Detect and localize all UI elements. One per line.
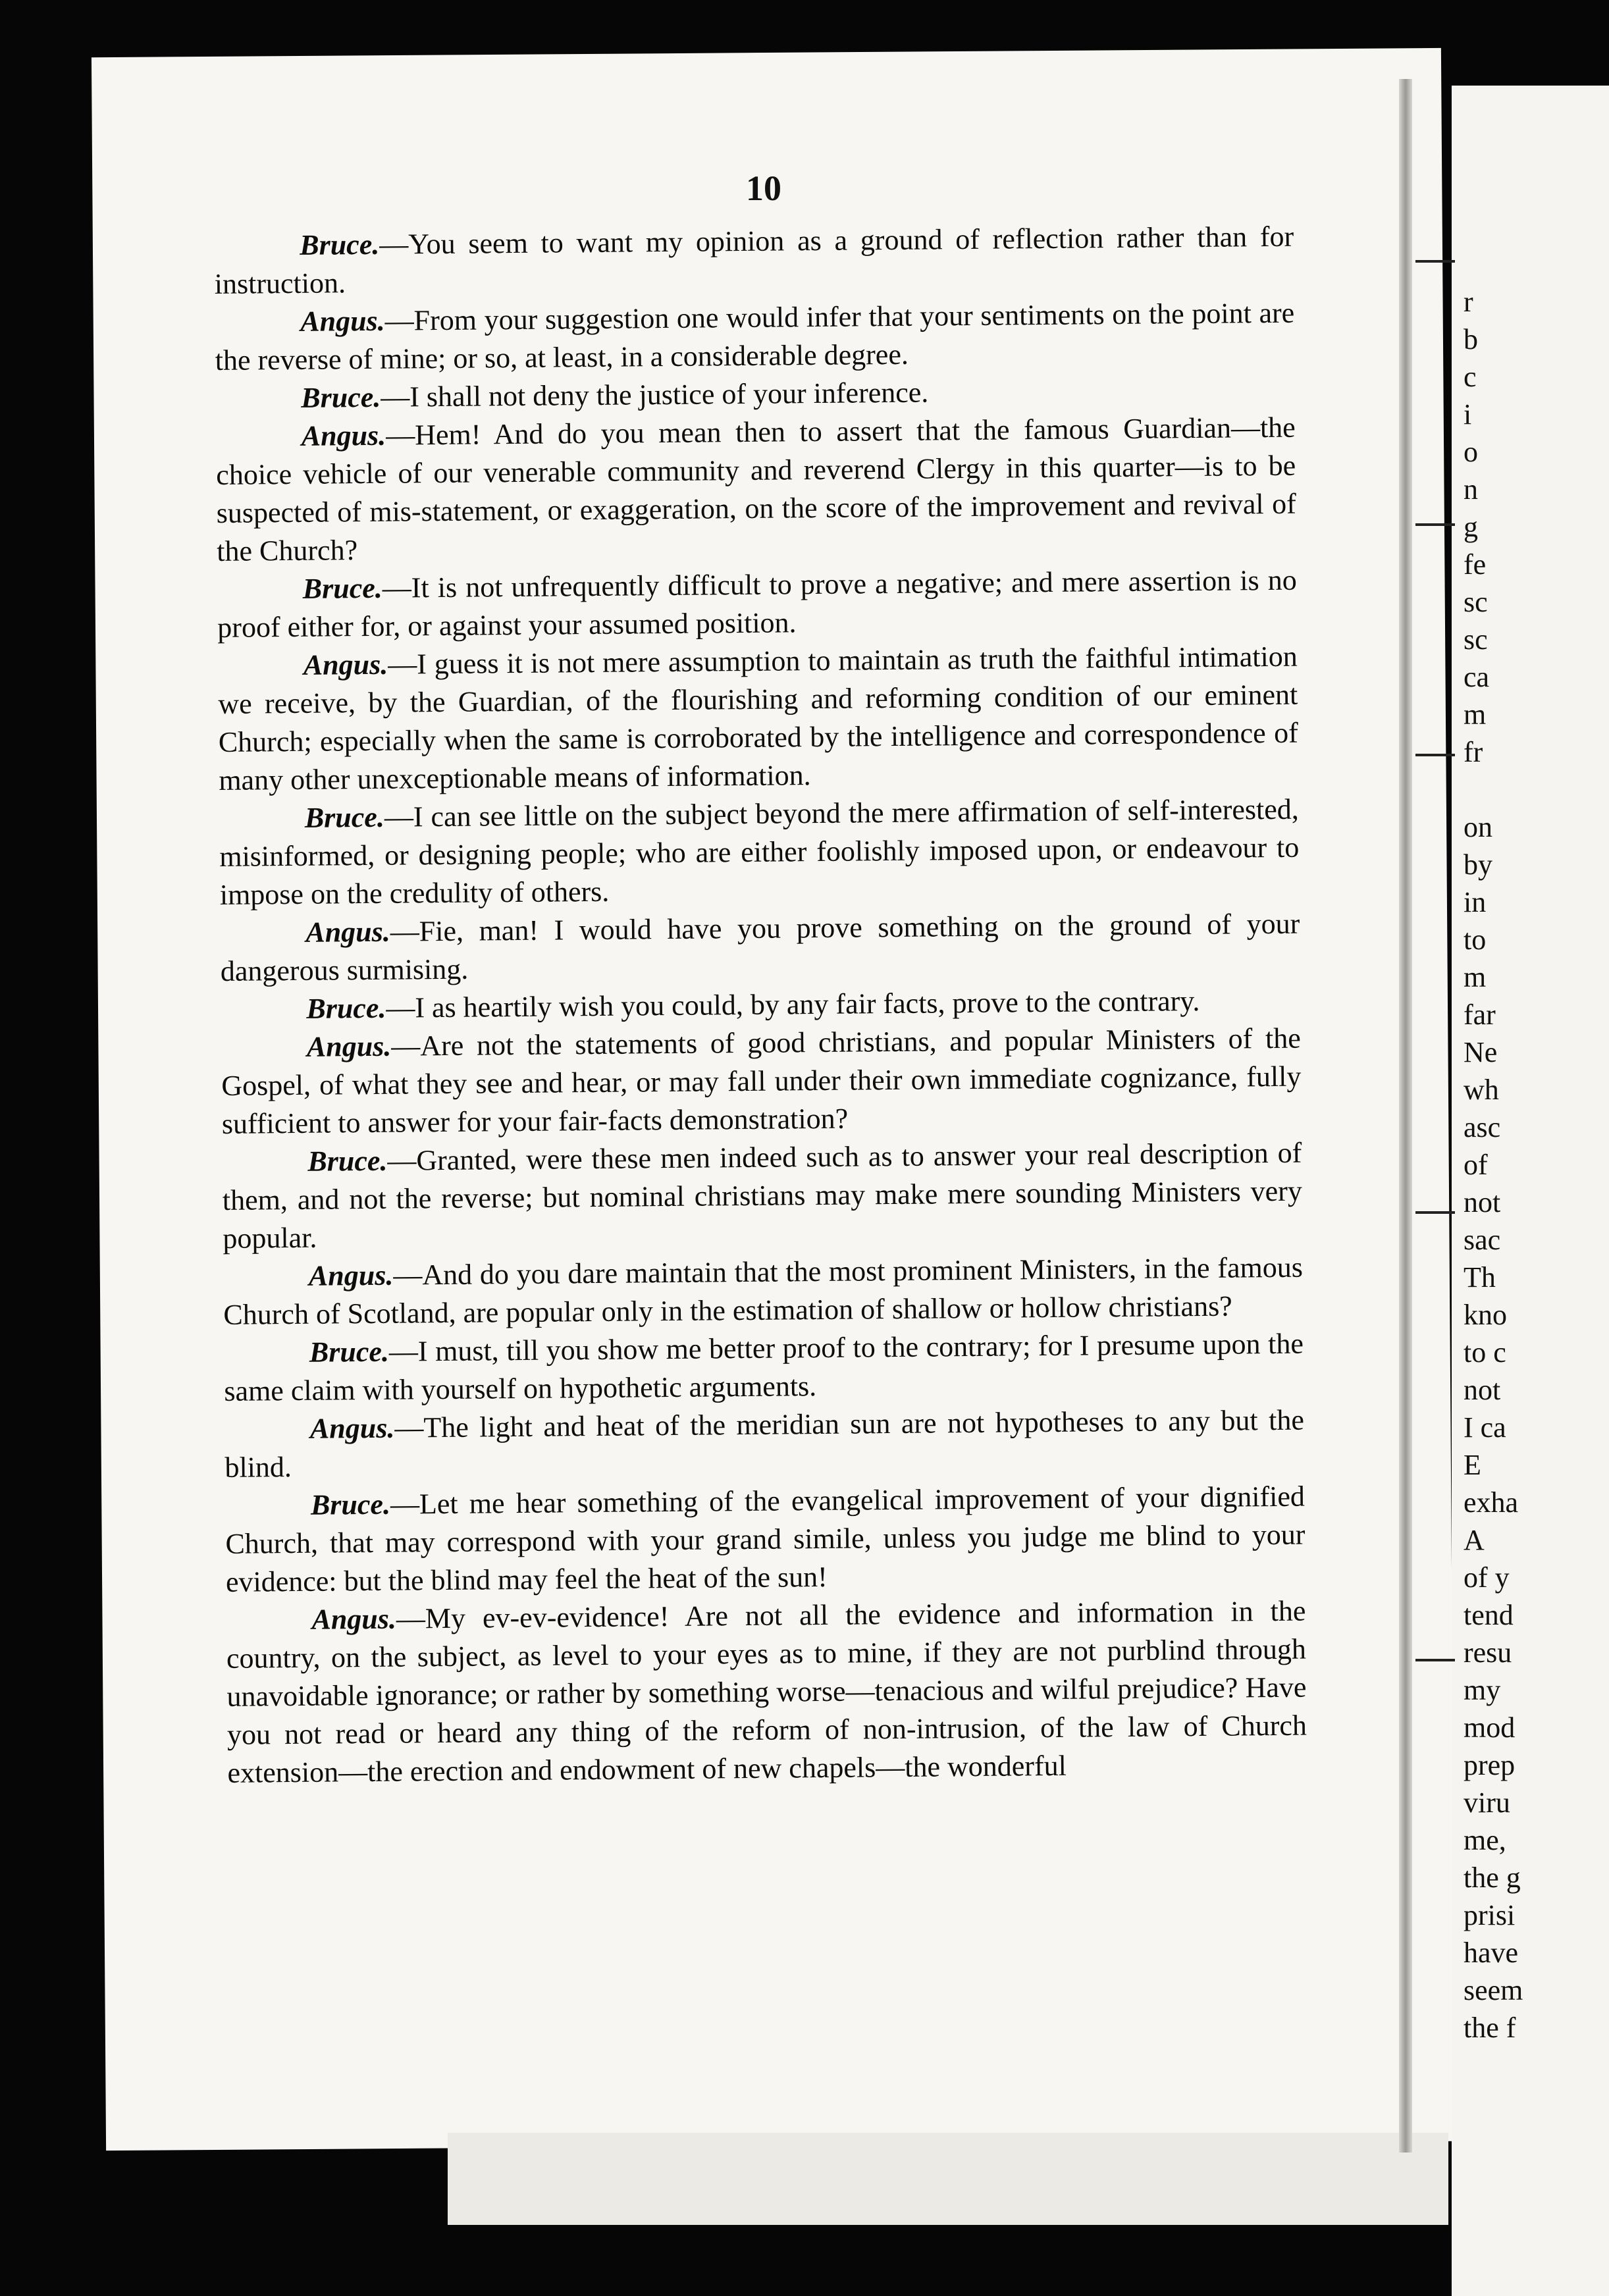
speaker-name: Angus.	[300, 304, 385, 338]
facing-page-fragment: tend	[1464, 1599, 1514, 1631]
facing-page-fragment: Ne	[1464, 1036, 1498, 1068]
speech-text: —I guess it is not mere assumption to maintain as truth the faithful intimation we receive, by the Guardian, of the flourishing and reforming condition of our eminent Church; especially when the same is corroborated by the intelligence and correspondence of many other unexceptionable means of information.	[218, 640, 1298, 796]
facing-page-fragment: viru	[1464, 1787, 1510, 1819]
speaker-name: Bruce.	[307, 1144, 388, 1178]
dialogue-paragraph	[226, 1592, 1307, 1792]
facing-page-fragment: of y	[1464, 1561, 1510, 1594]
facing-page-fragment: A	[1464, 1524, 1485, 1556]
dialogue-paragraph	[216, 409, 1297, 571]
dialogue-text	[214, 218, 1307, 1792]
speaker-name: Angus.	[301, 419, 386, 452]
gutter-mark	[1415, 260, 1455, 263]
underlying-sheet	[448, 2133, 1448, 2225]
facing-page-fragment: my	[1464, 1674, 1501, 1706]
speech-text: —Granted, were these men indeed such as to answer your real description of them, and not the reverse; but nominal christians may make mere sounding Ministers very popular.	[222, 1136, 1303, 1255]
facing-page-fragment: ca	[1464, 661, 1490, 693]
speaker-name: Bruce.	[301, 380, 381, 414]
dialogue-paragraph	[225, 1478, 1306, 1602]
facing-page-fragment: I ca	[1464, 1411, 1506, 1444]
speaker-name: Bruce.	[306, 991, 386, 1025]
gutter-mark	[1415, 523, 1455, 526]
speaker-name: Bruce.	[310, 1488, 391, 1521]
facing-page-fragment: Th	[1464, 1261, 1496, 1293]
facing-page-fragment: sac	[1464, 1224, 1501, 1256]
facing-page-fragment: on	[1464, 811, 1492, 843]
facing-page-fragment: m	[1464, 698, 1487, 731]
speaker-name: Bruce.	[300, 228, 380, 261]
speech-text: —From your suggestion one would infer that your sentiments on the point are the reverse of mine; or so, at least, in a considerable degree.	[215, 296, 1295, 377]
dialogue-paragraph	[215, 294, 1295, 380]
facing-page-fragment: far	[1464, 999, 1496, 1031]
gutter-mark	[1415, 1211, 1455, 1214]
speech-text: —Let me hear something of the evangelical improvement of your dignified Church, that may correspond with your grand simile, unless you judge me blind to your evidence: but the blind may feel the heat of the sun!	[225, 1480, 1306, 1598]
facing-page-fragment: resu	[1464, 1636, 1512, 1669]
facing-page-fragment: to c	[1464, 1336, 1506, 1369]
facing-page-fragment: not	[1464, 1186, 1501, 1218]
speaker-name: Angus.	[308, 1259, 394, 1292]
speech-text: —Fie, man! I would have you prove something on the ground of your dangerous surmising.	[220, 907, 1300, 987]
facing-page-fragment: seem	[1464, 1974, 1523, 2006]
facing-page-fragment: fr	[1464, 736, 1483, 768]
speaker-name: Angus.	[309, 1411, 395, 1445]
facing-page-fragment: o	[1464, 436, 1478, 468]
speaker-name: Angus.	[303, 648, 388, 681]
facing-page-fragment: have	[1464, 1937, 1519, 1969]
facing-page-fragment: in	[1464, 886, 1487, 918]
speaker-name: Angus.	[311, 1602, 397, 1636]
page-number: 10	[746, 169, 781, 208]
facing-page-fragment: wh	[1464, 1074, 1499, 1106]
facing-page-fragment: E	[1464, 1449, 1481, 1481]
facing-page-fragment: m	[1464, 961, 1487, 993]
facing-page-fragment: n	[1464, 473, 1478, 506]
speech-text: —My ev-ev-evidence! Are not all the evidence and information in the country, on the subject, as level to your eyes as to mine, if they are not purblind through unavoidable ignorance; or rather by something worse—tenacious and wilful prejudice? Have you not read or heard any thing of the reform of non-intrusion, of the law of Church extension—the erection and endowment of new chapels—the wonderful	[226, 1594, 1307, 1789]
speech-text: —You seem to want my opinion as a ground of reflection rather than for instruction.	[214, 220, 1294, 300]
dialogue-paragraph	[214, 218, 1294, 303]
facing-page-fragment: to	[1464, 924, 1487, 956]
facing-page	[1452, 86, 1609, 2296]
facing-page-fragment: asc	[1464, 1111, 1501, 1143]
speaker-name: Bruce.	[302, 571, 383, 605]
facing-page-fragment: of	[1464, 1149, 1488, 1181]
facing-page-fragment: by	[1464, 848, 1492, 881]
speech-text: —And do you dare maintain that the most prominent Ministers, in the famous Church of Scotland, are popular only in the estimation of shallow or hollow christians?	[223, 1251, 1304, 1331]
dialogue-paragraph	[219, 791, 1300, 914]
speech-text: —I must, till you show me better proof to the contrary; for I presume upon the same claim with yourself on hypothetic arguments.	[224, 1327, 1304, 1407]
facing-page-fragment: g	[1464, 511, 1478, 543]
facing-page-fragment: prep	[1464, 1749, 1516, 1781]
speaker-name: Bruce.	[304, 800, 385, 834]
dialogue-paragraph	[222, 1134, 1302, 1258]
gutter-mark	[1415, 1659, 1455, 1661]
dialogue-paragraph	[224, 1401, 1305, 1487]
dialogue-paragraph	[221, 1020, 1302, 1143]
dialogue-paragraph	[223, 1249, 1304, 1334]
facing-page-fragment: the f	[1464, 2012, 1516, 2044]
facing-page-fragment: r	[1464, 286, 1473, 318]
facing-page-text	[1464, 283, 1609, 2047]
facing-page-fragment: not	[1464, 1374, 1501, 1406]
facing-page-fragment: mod	[1464, 1711, 1516, 1744]
facing-page-fragment: i	[1464, 398, 1472, 430]
speech-text: —It is not unfrequently difficult to prove a negative; and mere assertion is no proof either for, or against your assumed position.	[217, 563, 1297, 644]
dialogue-paragraph	[224, 1325, 1304, 1411]
speech-text: —Hem! And do you mean then to assert that the famous Guardian—the choice vehicle of our venerable community and reverend Clergy in this quarter—is to be suspected of mis-statement, or exaggeration, on the score of the improvement and revival of the Church?	[216, 411, 1296, 567]
speaker-name: Angus.	[305, 915, 390, 949]
facing-page-fragment: me,	[1464, 1824, 1506, 1856]
speech-text: —The light and heat of the meridian sun are not hypotheses to any but the blind.	[224, 1403, 1305, 1484]
facing-page-fragment: exha	[1464, 1486, 1519, 1519]
speech-text: —I shall not deny the justice of your inference.	[381, 376, 929, 413]
facing-page-fragment	[1464, 771, 1609, 808]
gutter-mark	[1415, 754, 1455, 756]
speaker-name: Bruce.	[309, 1335, 390, 1369]
facing-page-fragment: sc	[1464, 586, 1488, 618]
facing-page-fragment: the g	[1464, 1862, 1521, 1894]
dialogue-paragraph	[220, 905, 1300, 991]
speech-text: —Are not the statements of good christians, and popular Ministers of the Gospel, of what they see and hear, or may fall under their own immediate cognizance, fully sufficient to answer for your fair-facts demonstration?	[221, 1022, 1302, 1140]
facing-page-fragment: sc	[1464, 623, 1488, 656]
speech-text: —I as heartily wish you could, by any fair facts, prove to the contrary.	[386, 984, 1200, 1024]
dialogue-paragraph	[217, 561, 1298, 647]
speech-text: —I can see little on the subject beyond the mere affirmation of self-interested, misinformed, or designing people; who are either foolishly imposed upon, or endeavour to impose on the credulity of others.	[219, 793, 1300, 911]
dialogue-paragraph	[218, 638, 1299, 800]
speaker-name: Angus.	[306, 1030, 392, 1063]
facing-page-fragment: prisi	[1464, 1899, 1516, 1931]
facing-page-fragment: kno	[1464, 1299, 1507, 1331]
facing-page-fragment: b	[1464, 323, 1478, 355]
facing-page-fragment: c	[1464, 361, 1477, 393]
book-spine	[1399, 79, 1412, 2152]
facing-page-fragment: fe	[1464, 548, 1487, 581]
